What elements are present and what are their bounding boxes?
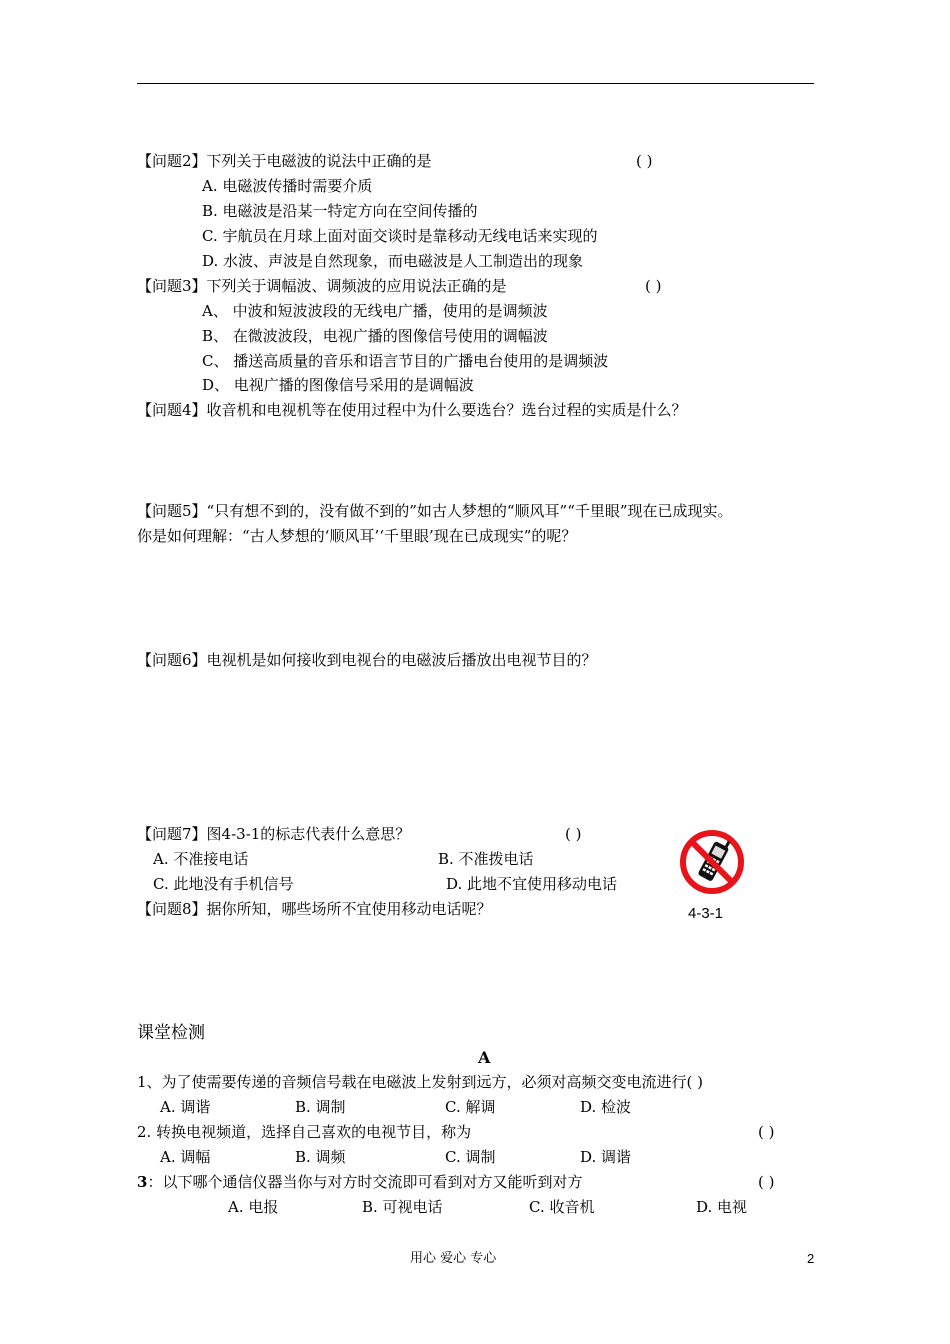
test-2-option-c: C. 调制: [445, 1148, 496, 1166]
header-rule: [137, 83, 814, 84]
q7-option-b: B. 不准拨电话: [438, 850, 534, 868]
q5-line-2: 你是如何理解：“古人梦想的‘顺风耳’‘千里眼’现在已成现实”的呢？: [137, 527, 577, 545]
test-1-option-c: C. 解调: [445, 1098, 496, 1116]
test-3-option-c: C. 收音机: [529, 1198, 595, 1216]
q3-stem: 【问题3】下列关于调幅波、调频波的应用说法正确的是: [137, 277, 507, 295]
test-3-number: 3: [137, 1173, 148, 1191]
q3-option-a: A、 中波和短波波段的无线电广播，使用的是调频波: [202, 302, 548, 320]
section-level: A: [478, 1048, 491, 1067]
test-3-text: ：以下哪个通信仪器当你与对方时交流即可看到对方又能听到对方: [147, 1173, 583, 1191]
q7-option-a: A. 不准接电话: [153, 850, 249, 868]
q2-stem: 【问题2】下列关于电磁波的说法中正确的是: [137, 152, 432, 170]
q3-option-b: B、 在微波波段，电视广播的图像信号使用的调幅波: [202, 327, 548, 345]
q3-answer-paren: ( ): [645, 277, 662, 295]
q2-option-b: B. 电磁波是沿某一特定方向在空间传播的: [202, 202, 478, 220]
test-2-option-a: A. 调幅: [160, 1148, 211, 1166]
q2-answer-paren: ( ): [636, 152, 653, 170]
test-2-stem: 2. 转换电视频道，选择自己喜欢的电视节目，称为: [137, 1123, 472, 1141]
q5-line-1: 【问题5】“只有想不到的，没有做不到的”如古人梦想的“顺风耳”“千里眼”现在已成现实。: [137, 502, 733, 520]
page-number: 2: [807, 1251, 815, 1266]
q3-option-d: D、 电视广播的图像信号采用的是调幅波: [202, 376, 474, 394]
q4-text: 【问题4】收音机和电视机等在使用过程中为什么要选台？选台过程的实质是什么？: [137, 401, 687, 419]
q7-option-c: C. 此地没有手机信号: [153, 875, 294, 893]
q3-option-c: C、 播送高质量的音乐和语言节目的广播电台使用的是调频波: [202, 352, 609, 370]
q6-text: 【问题6】电视机是如何接收到电视台的电磁波后播放出电视节目的？: [137, 651, 597, 669]
test-2-option-b: B. 调频: [295, 1148, 346, 1166]
test-3-answer-paren: ( ): [758, 1173, 775, 1191]
footer-motto: 用心 爱心 专心: [410, 1251, 497, 1266]
q2-option-d: D. 水波、声波是自然现象，而电磁波是人工制造出的现象: [202, 252, 584, 270]
test-2-option-d: D. 调谐: [580, 1148, 632, 1166]
test-1-option-a: A. 调谐: [160, 1098, 211, 1116]
section-title: 课堂检测: [137, 1023, 205, 1043]
test-3-option-a: A. 电报: [228, 1198, 279, 1216]
test-3-option-d: D. 电视: [696, 1198, 748, 1216]
q7-option-d: D. 此地不宜使用移动电话: [446, 875, 618, 893]
q8-text: 【问题8】据你所知，哪些场所不宜使用移动电话呢？: [137, 900, 492, 918]
q7-stem: 【问题7】图4-3-1的标志代表什么意思？: [137, 825, 411, 843]
q7-answer-paren: ( ): [565, 825, 582, 843]
test-1-option-d: D. 检波: [580, 1098, 632, 1116]
q2-option-a: A. 电磁波传播时需要介质: [202, 177, 373, 195]
test-2-answer-paren: ( ): [758, 1123, 775, 1141]
no-mobile-phone-icon: [678, 828, 746, 896]
test-1-stem: 1、为了使需要传递的音频信号载在电磁波上发射到远方，必须对高频交变电流进行( ): [137, 1073, 704, 1091]
test-3-stem: [137, 1172, 582, 1192]
q2-option-c: C. 宇航员在月球上面对面交谈时是靠移动无线电话来实现的: [202, 227, 598, 245]
test-1-option-b: B. 调制: [295, 1098, 346, 1116]
figure-label: 4-3-1: [688, 905, 724, 922]
test-3-option-b: B. 可视电话: [362, 1198, 443, 1216]
